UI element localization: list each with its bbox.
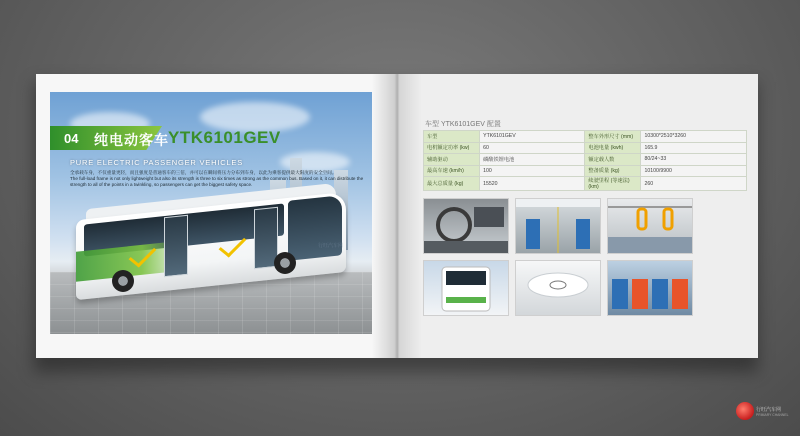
electric-bus-illustration [76,192,352,296]
brand-sub: PRIMARY CHANNEL [756,413,789,417]
section-number: 04 [64,131,79,146]
bus-wheel [274,252,296,274]
bus-door [164,215,188,278]
watermark: 行旺汽车网 [318,243,344,249]
photo-aisle [515,198,601,254]
spec-label: 电池电量 (kwh) [585,142,641,154]
description-en: The full-load frame is not only lightweight but also its strength is three to six times as strong as the common bus. Based on it, it can distribute the strength to all of the points in a twinkling, so passengers can get the biggest safety space. [70,176,364,188]
brand-name: 行旺汽车网 [756,407,782,413]
photo-dashboard [423,198,509,254]
spec-label: 车型 [424,131,480,143]
spec-value: YTK6101GEV [480,131,585,143]
spec-value: 100 [480,165,585,177]
spec-row [424,142,747,154]
spec-table [423,130,747,191]
interior-photo-grid [423,198,747,318]
spec-value: 10100/9900 [641,165,747,177]
spec-row [424,165,747,177]
spec-value: 60 [480,142,585,154]
description-cn: 全承载车身，不仅重量更轻，而且强度是普通客车的三倍，并可以在瞬间将压力分布到车身，以此为乘客提供最大限度的安全空间。 [70,170,337,175]
spec-label: 额定载人数 [585,154,641,166]
left-page [36,74,397,358]
section-subtitle: PURE ELECTRIC PASSENGER VEHICLES [70,158,243,167]
spec-value: 10300*2510*3260 [641,131,747,143]
spec-label: 整车外形尺寸 (mm) [585,131,641,143]
bus-wheel [112,270,134,292]
spec-label: 电机额定功率 (kw) [424,142,480,154]
spec-row [424,131,747,143]
spec-label: 辅助驱动 [424,154,480,166]
spec-value: 165.9 [641,142,747,154]
spec-value: 磷酸铁锂电池 [480,154,585,166]
bus-windshield [288,195,342,261]
brand-logo-icon [736,402,754,420]
photo-handrails [607,198,693,254]
spec-value: 260 [641,177,747,191]
spec-value: 80/24~33 [641,154,747,166]
photo-bus-rear [423,260,509,316]
brochure-spread [36,74,758,358]
spec-row [424,154,747,166]
model-name: YTK6101GEV [168,128,281,147]
right-page [397,74,758,358]
photo-seats [607,260,693,316]
bus-photo [50,92,372,334]
spec-label: 续驶里程 (等速法) (km) [585,177,641,191]
brand-logo [736,398,796,426]
section-title: 纯电动客车 [94,132,169,148]
spec-label: 最高车速 (km/h) [424,165,480,177]
config-title: 车型 YTK6101GEV 配置 [425,121,501,128]
spec-label: 整备质量 (kg) [585,165,641,177]
spec-value: 15520 [480,177,585,191]
description [70,170,370,189]
spec-row [424,177,747,191]
spec-label: 最大总质量 (kg) [424,177,480,191]
photo-bus-front [515,260,601,316]
